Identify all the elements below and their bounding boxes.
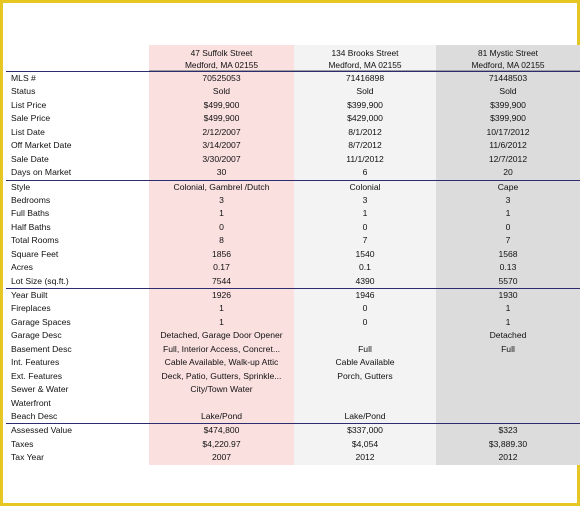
row-label: Acres	[11, 262, 33, 273]
table-row	[6, 424, 580, 437]
table-row	[6, 85, 580, 98]
property-2-value: 1	[294, 207, 436, 220]
property-3-value: 1568	[436, 248, 580, 261]
property-3-value	[436, 383, 580, 396]
table-row	[6, 302, 580, 315]
property-3-value: 3	[436, 194, 580, 207]
table-row	[6, 289, 580, 302]
table-row	[6, 248, 580, 261]
property-2-value: $429,000	[294, 112, 436, 125]
property-header-2	[294, 45, 436, 71]
comparison-table	[6, 45, 580, 465]
property-2-value: Colonial	[294, 181, 436, 194]
row-label: Assessed Value	[11, 425, 72, 436]
table-row	[6, 383, 580, 396]
property-1-value: Sold	[149, 85, 294, 98]
property-2-value: $399,900	[294, 99, 436, 112]
property-3-value: 2012	[436, 451, 580, 464]
row-label: Ext. Features	[11, 370, 63, 381]
property-1-value: $499,900	[149, 112, 294, 125]
property-1-value: $499,900	[149, 99, 294, 112]
property-1-value: 1	[149, 316, 294, 329]
row-label: Tax Year	[11, 452, 44, 463]
table-row	[6, 112, 580, 125]
property-3-value: $323	[436, 424, 580, 437]
property-3-value: 1	[436, 207, 580, 220]
table-row	[6, 438, 580, 451]
property-3-value: 11/6/2012	[436, 139, 580, 152]
property-2-value	[294, 397, 436, 410]
property-2-value	[294, 383, 436, 396]
property-1-value: Deck, Patio, Gutters, Sprinkle...	[149, 370, 294, 383]
row-label: Year Built	[11, 290, 48, 300]
property-street: 47 Suffolk Street	[190, 48, 253, 58]
property-1-value: 3	[149, 194, 294, 207]
property-3-value: Cape	[436, 181, 580, 194]
table-row	[6, 99, 580, 112]
property-1-value: 1	[149, 207, 294, 220]
property-2-value: 71416898	[294, 72, 436, 85]
property-1-value: 2/12/2007	[149, 126, 294, 139]
property-2-value: 7	[294, 234, 436, 247]
property-1-value: Cable Available, Walk-up Attic	[149, 356, 294, 369]
property-3-value: $399,900	[436, 99, 580, 112]
table-row	[6, 356, 580, 369]
row-label: Lot Size (sq.ft.)	[11, 275, 69, 286]
property-3-value: 7	[436, 234, 580, 247]
row-label: Bedrooms	[11, 194, 51, 205]
property-header-1	[149, 45, 294, 71]
table-row	[6, 410, 580, 423]
row-label: Full Baths	[11, 208, 50, 219]
property-city: Medford, MA 02155	[471, 60, 545, 70]
property-3-value	[436, 370, 580, 383]
property-1-value: 1	[149, 302, 294, 315]
row-label: Style	[11, 181, 31, 192]
property-street: 81 Mystic Street	[477, 48, 539, 58]
property-1-value: 3/14/2007	[149, 139, 294, 152]
property-2-value: Cable Available	[294, 356, 436, 369]
property-1-value: 70525053	[149, 72, 294, 85]
property-1-value: Colonial, Gambrel /Dutch	[149, 181, 294, 194]
row-label: Beach Desc	[11, 410, 58, 421]
property-2-value: 0	[294, 302, 436, 315]
property-3-value: 1930	[436, 289, 580, 302]
property-street: 134 Brooks Street	[331, 48, 399, 58]
row-label: Garage Desc	[11, 330, 62, 341]
property-2-value: 1540	[294, 248, 436, 261]
property-2-value: Sold	[294, 85, 436, 98]
row-label: Total Rooms	[11, 235, 59, 246]
property-3-value: 12/7/2012	[436, 153, 580, 166]
table-row	[6, 207, 580, 220]
property-1-value: Lake/Pond	[149, 410, 294, 423]
property-2-value: Porch, Gutters	[294, 370, 436, 383]
property-1-value: 3/30/2007	[149, 153, 294, 166]
property-1-value: 2007	[149, 451, 294, 464]
table-header	[6, 45, 580, 71]
table-row	[6, 234, 580, 247]
table-row	[6, 126, 580, 139]
row-label: Int. Features	[11, 357, 60, 368]
row-label: Waterfront	[11, 397, 51, 408]
row-label: Taxes	[11, 438, 34, 449]
property-2-value: Lake/Pond	[294, 410, 436, 423]
property-1-value: 30	[149, 166, 294, 179]
property-2-value: $337,000	[294, 424, 436, 437]
row-label: Sale Date	[11, 153, 49, 164]
table-row	[6, 329, 580, 342]
table-row	[6, 370, 580, 383]
row-label: List Date	[11, 126, 45, 137]
property-3-value: Sold	[436, 85, 580, 98]
property-3-value	[436, 356, 580, 369]
property-1-value: $4,220.97	[149, 438, 294, 451]
table-row	[6, 343, 580, 356]
property-3-value: Full	[436, 343, 580, 356]
property-1-value	[149, 397, 294, 410]
property-1-value: 8	[149, 234, 294, 247]
property-2-value: 8/7/2012	[294, 139, 436, 152]
property-2-value	[294, 329, 436, 342]
table-row	[6, 451, 580, 464]
table-row	[6, 166, 580, 179]
property-1-value: Detached, Garage Door Opener	[149, 329, 294, 342]
table-row	[6, 72, 580, 85]
header-blank	[6, 45, 149, 71]
property-city: Medford, MA 02155	[328, 60, 402, 70]
property-1-value: 7544	[149, 275, 294, 288]
table-row	[6, 153, 580, 166]
row-label: Square Feet	[11, 248, 59, 259]
property-3-value: 20	[436, 166, 580, 179]
property-1-value: 0.17	[149, 261, 294, 274]
property-1-value: 1926	[149, 289, 294, 302]
property-3-value	[436, 397, 580, 410]
property-3-value: 71448503	[436, 72, 580, 85]
table-row	[6, 181, 580, 194]
property-2-value: 11/1/2012	[294, 153, 436, 166]
property-2-value: $4,054	[294, 438, 436, 451]
property-2-value: 0	[294, 221, 436, 234]
property-1-value: 0	[149, 221, 294, 234]
row-label: Sale Price	[11, 113, 51, 124]
property-city: Medford, MA 02155	[184, 60, 259, 70]
property-3-value: 5570	[436, 275, 580, 288]
property-3-value: $399,900	[436, 112, 580, 125]
table-row	[6, 316, 580, 329]
row-label: Garage Spaces	[11, 316, 71, 327]
property-3-value: 0.13	[436, 261, 580, 274]
table-row	[6, 194, 580, 207]
property-header-3	[436, 45, 580, 71]
property-1-value: Full, Interior Access, Concret...	[149, 343, 294, 356]
property-2-value: 2012	[294, 451, 436, 464]
row-label: Sewer & Water	[11, 384, 69, 395]
property-2-value: 4390	[294, 275, 436, 288]
row-label: Basement Desc	[11, 343, 72, 354]
row-label: Fireplaces	[11, 303, 51, 314]
row-label: MLS #	[11, 73, 36, 83]
property-3-value: 10/17/2012	[436, 126, 580, 139]
property-2-value: 0.1	[294, 261, 436, 274]
property-2-value: 6	[294, 166, 436, 179]
property-1-value: 1856	[149, 248, 294, 261]
row-label: List Price	[11, 99, 47, 110]
property-2-value: 3	[294, 194, 436, 207]
property-3-value: Detached	[436, 329, 580, 342]
table-row	[6, 275, 580, 288]
property-3-value: $3,889.30	[436, 438, 580, 451]
property-1-value: City/Town Water	[149, 383, 294, 396]
property-3-value: 1	[436, 316, 580, 329]
table-row	[6, 139, 580, 152]
row-label: Days on Market	[11, 167, 72, 178]
property-1-value: $474,800	[149, 424, 294, 437]
property-2-value: Full	[294, 343, 436, 356]
property-3-value: 0	[436, 221, 580, 234]
property-2-value: 0	[294, 316, 436, 329]
property-2-value: 8/1/2012	[294, 126, 436, 139]
property-3-value: 1	[436, 302, 580, 315]
row-label: Half Baths	[11, 221, 51, 232]
row-label: Status	[11, 86, 36, 97]
property-3-value	[436, 410, 580, 423]
table-row	[6, 397, 580, 410]
row-label: Off Market Date	[11, 140, 72, 151]
table-row	[6, 221, 580, 234]
property-2-value: 1946	[294, 289, 436, 302]
table-row	[6, 261, 580, 274]
